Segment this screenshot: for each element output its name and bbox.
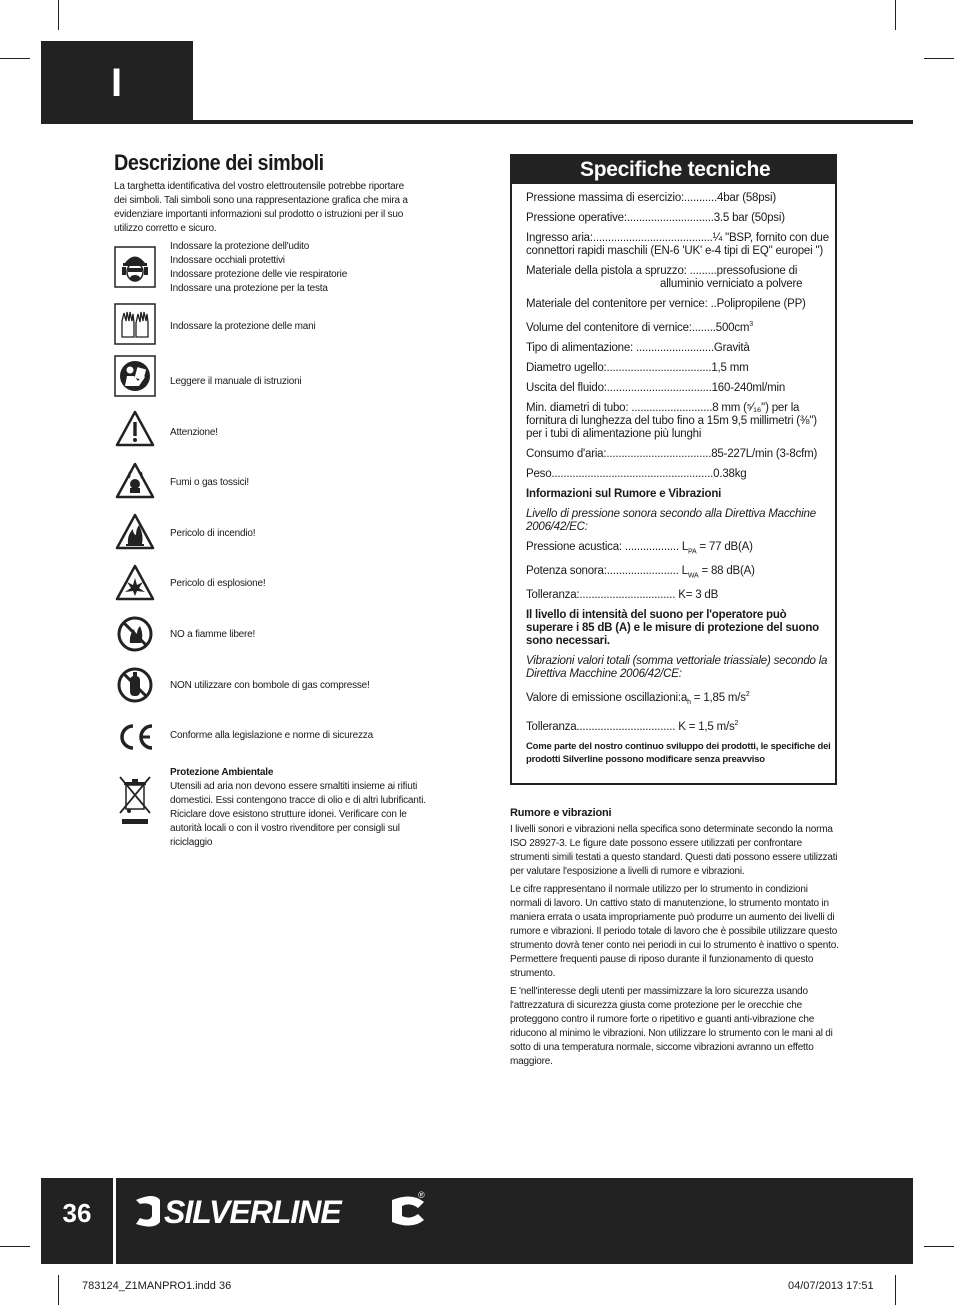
- spec-row-text: Potenza sonora:........................ L: [526, 565, 688, 578]
- noise-warning: Il livello di intensità del suono per l'operatore può superare i 85 dB (A) e le misure di protezione del suono sono necessari.: [526, 609, 819, 648]
- subscript: PA: [688, 548, 697, 556]
- gloves-icon: [114, 303, 156, 345]
- language-tab: [41, 41, 193, 123]
- subscript: WA: [687, 572, 699, 580]
- spec-row: Peso......................................................0.38kg: [526, 467, 747, 480]
- spec-row-text: = 77 dB(A): [696, 540, 753, 553]
- paragraph: Le cifre rappresentano il normale utilizzo per lo strumento in condizioni normali di lavoro. Un cattivo stato di manutenzione, lo strumento montato in maniera errata o usata impropriamente può produrre un aumento dei livelli di rumore e vibrazioni. Il periodo totale di lavoro che è possibile utilizzare questo strumento dovrà tener conto nei periodi in cui lo strumento è inattivo o spento. Permettere frequenti pause di riposo durante il funzionamento di questo strumento.: [510, 884, 839, 979]
- spec-row-text: = 1,85 m/s: [690, 692, 746, 705]
- spec-row: Consumo d'aria:...................................85-227L/min (3-8cfm): [526, 447, 818, 460]
- spec-row: [526, 318, 834, 335]
- vibration-directive: Vibrazioni valori totali (somma vettoriale triassiale) secondo la Direttiva Macchine 2006/42/CE:: [526, 655, 828, 681]
- ppe-line: Indossare una protezione per la testa: [170, 283, 328, 294]
- manual-text: Leggere il manuale di istruzioni: [170, 376, 302, 387]
- crop-mark: [895, 1275, 896, 1305]
- ppe-head-icon: [114, 246, 156, 288]
- no-gas-cylinder-icon: [114, 664, 156, 706]
- spec-row: Pressione operative:.............................3.5 bar (50psi): [526, 212, 785, 224]
- crop-mark: [58, 0, 59, 30]
- crop-mark: [924, 58, 954, 59]
- ppe-line: Indossare occhiali protettivi: [170, 255, 285, 266]
- superscript: 3: [749, 321, 753, 328]
- footer-divider: [113, 1178, 116, 1264]
- weee-bin-icon: [114, 775, 156, 827]
- fire-icon: [114, 511, 156, 553]
- no-flame-icon: [114, 613, 156, 655]
- spec-row-text: Pressione acustica: .................. L: [526, 540, 689, 553]
- spec-disclaimer: Come parte del nostro continuo sviluppo dei prodotti, le specifiche dei prodotti Silverline possono modificare senza preavviso: [526, 741, 831, 766]
- language-tab-label: I: [111, 61, 123, 105]
- brand-wordmark: SILVERLINE: [164, 1194, 341, 1230]
- spec-row-text: alluminio verniciato a polvere: [660, 278, 803, 290]
- spec-row-text: Valore di emissione oscillazioni:a: [526, 692, 688, 705]
- spec-row: Tipo di alimentazione: ..........................Gravità: [526, 341, 750, 354]
- silverline-logo: [130, 1186, 430, 1236]
- weee-body: Utensili ad aria non devono essere smaltiti insieme ai rifiuti domestici. Essi contengono tracce di olio e di altri lubrificanti. Riciclare dove esistono strutture idonei. Verificare con le autorità locali o con il vostro rivenditore per consigli sul riciclaggio: [170, 781, 426, 848]
- spec-row: [526, 717, 834, 734]
- spec-row: [526, 565, 834, 582]
- spec-row: Pressione massima di esercizio:...........4bar (58psi): [526, 192, 776, 204]
- spec-row: Diametro ugello:...................................1,5 mm: [526, 361, 749, 374]
- crop-mark: [895, 0, 896, 30]
- subscript: h: [687, 699, 691, 707]
- manual-icon: [114, 355, 156, 397]
- warning-text: Attenzione!: [170, 427, 218, 438]
- ce-mark-icon: [114, 716, 156, 758]
- crop-mark: [58, 1275, 59, 1305]
- noise-directive: Livello di pressione sonora secondo alla Direttiva Macchine 2006/42/EC:: [526, 507, 816, 533]
- spec-row-text: Materiale della pistola a spruzzo: .........pressofusione di: [526, 265, 798, 277]
- ce-text: Conforme alla legislazione e norme di sicurezza: [170, 730, 373, 741]
- spec-row: [526, 541, 834, 558]
- paragraph: I livelli sonori e vibrazioni nella specifica sono determinate secondo la norma ISO 28927-3. Le figure date possono essere utilizzati per confrontare strumenti simili testati a questo standard. Questi dati possono essere utilizzati per valutare l'esposizione a livelli di rumore e vibrazioni.: [510, 824, 838, 877]
- no-gas-cylinder-text: NON utilizzare con bombole di gas compresse!: [170, 680, 370, 691]
- registered-mark: ®: [418, 1190, 425, 1200]
- ppe-line: Indossare protezione delle vie respiratorie: [170, 269, 348, 280]
- noise-vibration-title: Rumore e vibrazioni: [510, 807, 612, 819]
- noise-vibration-section: [510, 806, 840, 1073]
- spec-row: [526, 265, 834, 291]
- crop-mark: [0, 1246, 30, 1247]
- ppe-text: [170, 240, 440, 296]
- specs-title: Specifiche tecniche: [512, 156, 835, 184]
- warning-icon: [114, 408, 156, 450]
- paragraph: E 'nell'interesse degli utenti per massimizzare la loro sicurezza usando l'attrezzatura di sicurezza giusta come protezione per le orecchie che proteggono contro il rumore forte o ripetitivo e guanti anti-vibrazione che riducono al minimo le vibrazioni. Non utilizzare lo strumento con le mani al di sotto di una temperatura normale, siccome vibrazioni avranno un effetto maggiore.: [510, 986, 833, 1067]
- symbols-title: Descrizione dei simboli: [114, 150, 324, 175]
- weee-text: [170, 766, 440, 850]
- spec-row: Uscita del fluido:...................................160-240ml/min: [526, 381, 786, 394]
- spec-row-text: Tolleranza................................. K = 1,5 m/s: [526, 720, 735, 733]
- header-rule: [41, 120, 913, 124]
- specs-body: [526, 192, 834, 773]
- spec-row: Ingresso aria:........................................¼ "BSP, fornito con due connettori rapidi maschili (EN-6 'UK' e-4 tipi di EQ" europei "): [526, 232, 829, 257]
- spec-row: Min. diametri di tubo: ...........................8 mm (⁵⁄₁₆") per la fornitura di lunghezza del tubo fino a 15m 9,5 millimetri (⅜") per i tubi di alimentazione più lunghi: [526, 401, 817, 440]
- page-number: 36: [62, 1198, 92, 1228]
- spec-row: [526, 688, 834, 709]
- toxic-text: Fumi o gas tossici!: [170, 477, 250, 488]
- noise-heading: Informazioni sul Rumore e Vibrazioni: [526, 487, 722, 500]
- crop-mark: [0, 58, 30, 59]
- gloves-text: Indossare la protezione delle mani: [170, 321, 316, 332]
- fire-text: Pericolo di incendio!: [170, 528, 256, 539]
- symbols-intro: La targhetta identificativa del vostro elettroutensile potrebbe riportare dei simboli. Tali simboli sono una rappresentazione grafica che mira a evidenziare importanti informazioni sul prodotto o istruzioni per il suo utilizzo corretto e sicuro.: [114, 181, 408, 234]
- toxic-icon: [114, 460, 156, 502]
- weee-heading: Protezione Ambientale: [170, 767, 274, 778]
- specs-box: [510, 154, 837, 785]
- explosion-text: Pericolo di esplosione!: [170, 578, 266, 589]
- no-flame-text: NO a fiamme libere!: [170, 629, 256, 640]
- superscript: 2: [745, 691, 750, 699]
- explosion-icon: [114, 562, 156, 604]
- slug-date: 04/07/2013 17:51: [788, 1280, 874, 1292]
- ppe-line: Indossare la protezione dell'udito: [170, 241, 310, 252]
- spec-row-text: = 88 dB(A): [698, 565, 755, 578]
- superscript: 2: [734, 719, 739, 727]
- spec-row: Tolleranza:................................ K= 3 dB: [526, 589, 719, 602]
- spec-row-text: Volume del contenitore di vernice:........500cm: [526, 321, 750, 334]
- spec-row: Materiale del contenitore per vernice: ..Polipropilene (PP): [526, 298, 806, 310]
- crop-mark: [924, 1246, 954, 1247]
- slug-file: 783124_Z1MANPRO1.indd 36: [82, 1280, 232, 1292]
